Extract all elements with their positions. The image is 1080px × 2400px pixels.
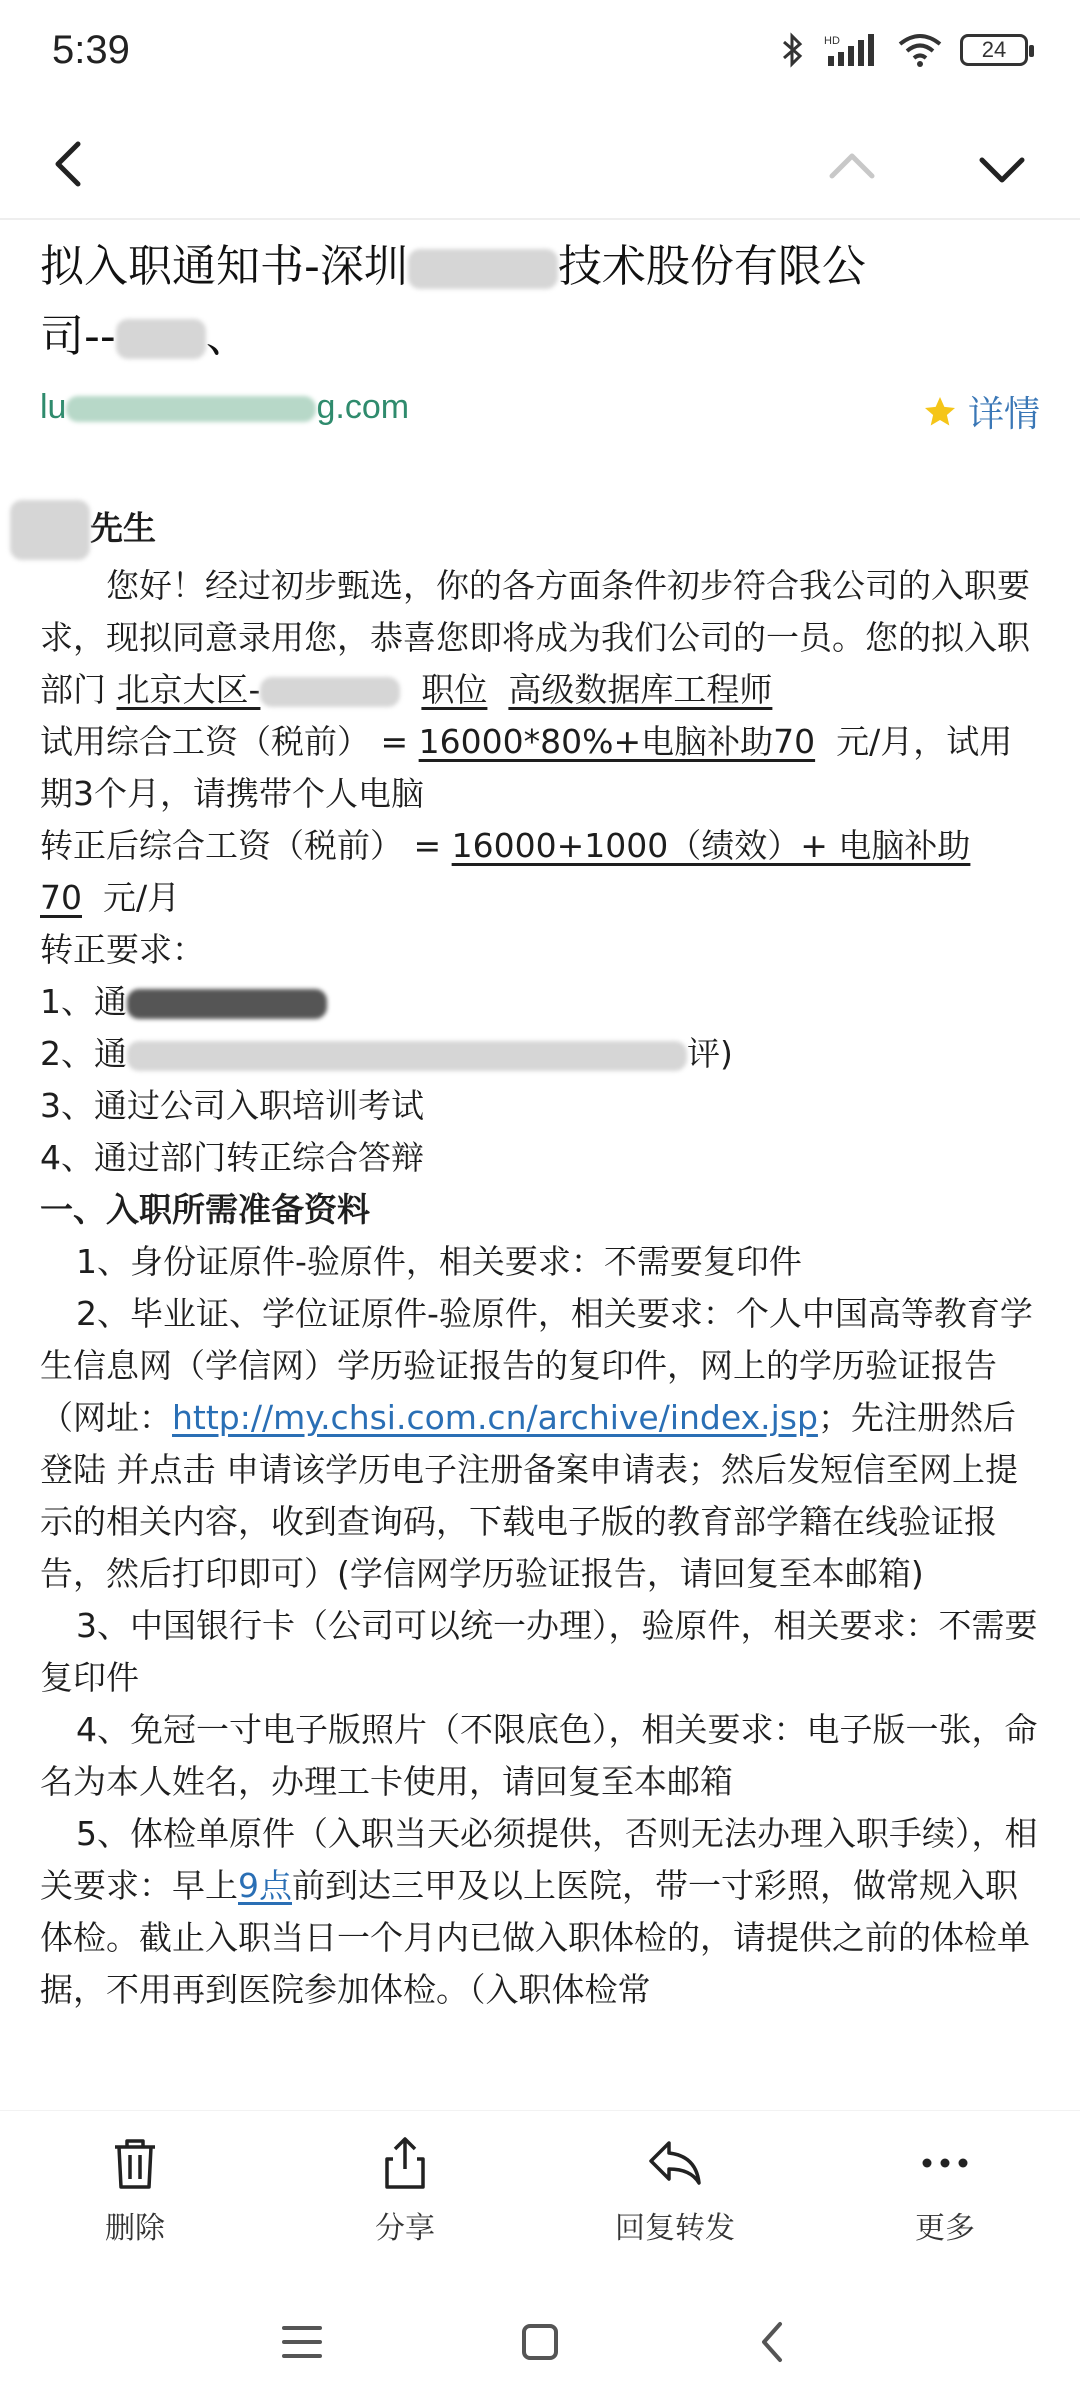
chsi-link[interactable]: http://my.chsi.com.cn/archive/index.jsp [172, 1398, 818, 1437]
regular-salary-unit: 元/月 [102, 878, 181, 917]
requirement-item: 4、通过部门转正综合答辩 [40, 1138, 424, 1177]
subject-text: 司-- [40, 311, 116, 362]
material-item: 4、免冠一寸电子版照片（不限底色），相关要求：电子版一张，命名为本人姓名，办理工卡使用，请回复至本邮箱 [40, 1710, 1038, 1801]
details-label: 详情 [967, 394, 1040, 435]
material-text: ；先注册然后登陆 并点击 申请该学历电子注册备案申请表；然后发短信至网上提示的相关内容，收到查询码，下载电子版的教育部学籍在线验证报告，然后打印即可）(学信网学历验证报告，请回复至本邮箱) [40, 1398, 1018, 1593]
requirement-item: 3、通过公司入职培训考试 [40, 1086, 424, 1125]
requirement-text: 评) [687, 1034, 733, 1073]
mail-action-toolbar [0, 2110, 1080, 2260]
material-text: 5、体检单原件（入职当天必须提供，否则无法办理入职手续），相关要求：早上 [40, 1814, 1038, 1905]
share-button[interactable] [315, 2111, 495, 2260]
material-text: 前到达三甲及以上医院，带一寸彩照，做常规入职体检。截止入职当日一个月内已做入职体检的，请提供之前的体检单据，不用再到医院参加体检。（入职体检常 [40, 1866, 1030, 2009]
mail-nav-bar [0, 110, 1080, 220]
material-item: 3、中国银行卡（公司可以统一办理），验原件，相关要求：不需要复印件 [40, 1606, 1038, 1697]
chevron-left-icon[interactable] [38, 132, 102, 196]
trash-icon [109, 2135, 161, 2191]
svg-text:HD: HD [824, 35, 840, 47]
probation-salary-line [40, 716, 1040, 820]
position-value: 高级数据库工程师 [508, 670, 773, 709]
probation-salary-label: 试用综合工资（税前） = [40, 722, 409, 761]
redacted-block [10, 500, 90, 560]
menu-icon[interactable] [270, 2310, 334, 2374]
share-icon [379, 2135, 431, 2191]
wifi-icon [898, 32, 942, 68]
requirements-title: 转正要求： [40, 930, 205, 969]
mail-body [40, 500, 1040, 2016]
greeting-text: 先生 [90, 508, 156, 548]
reply-icon [645, 2135, 705, 2191]
probation-salary-unit: 元/月，试用期3个月，请携带个人电脑 [40, 722, 1013, 813]
status-icons [780, 32, 1028, 68]
back-icon[interactable] [742, 2310, 806, 2374]
redacted-block [116, 319, 206, 359]
requirement-item [40, 1028, 1040, 1080]
requirement-item [40, 976, 1040, 1028]
requirement-text: 2、通 [40, 1034, 127, 1073]
home-icon[interactable] [508, 2310, 572, 2374]
reply-forward-button[interactable] [585, 2111, 765, 2260]
delete-label: 删除 [105, 2211, 165, 2246]
intro-text: 您好！经过初步甄选，你的各方面条件初步符合我公司的入职要求，现拟同意录用您，恭喜您即将成为我们公司的一员。您的拟入职部门 [40, 566, 1030, 709]
redacted-block [127, 989, 327, 1019]
details-button[interactable] [922, 386, 1040, 437]
material-item [40, 1808, 1040, 2016]
regular-salary-line [40, 820, 1040, 924]
status-bar [0, 0, 1080, 110]
sender-prefix: lu [40, 388, 67, 426]
position-label: 职位 [421, 670, 488, 709]
material-item: 1、身份证原件-验原件，相关要求：不需要复印件 [76, 1242, 802, 1281]
subject-text: 拟入职通知书-深圳 [40, 241, 408, 292]
requirement-text: 1、通 [40, 982, 127, 1021]
redacted-block [260, 677, 400, 707]
redacted-block [408, 249, 558, 289]
share-label: 分享 [375, 2211, 435, 2246]
material-text: 2、毕业证、学位证原件-验原件，相关要求：个人中国高等教育学生信息网（学信网）学历验证报告的复印件，网上的学历验证报告（网址： [40, 1294, 1033, 1437]
chevron-up-icon[interactable] [820, 136, 884, 200]
more-button[interactable] [855, 2111, 1035, 2260]
more-label: 更多 [915, 2211, 975, 2246]
time-link[interactable]: 9点 [238, 1866, 292, 1905]
system-nav-bar [0, 2290, 1080, 2400]
regular-salary-label: 转正后综合工资（税前） = [40, 826, 442, 865]
sender-suffix: g.com [316, 388, 410, 426]
probation-salary-value: 16000*80%+电脑补助70 [418, 722, 816, 761]
delete-button[interactable] [45, 2111, 225, 2260]
dept-value: 北京大区- [116, 670, 261, 709]
bluetooth-icon [780, 32, 806, 68]
redacted-block [66, 396, 316, 422]
sender-address[interactable] [40, 388, 409, 427]
intro-paragraph [40, 560, 1040, 716]
mail-subject [40, 232, 1040, 372]
sender-row [40, 382, 1040, 442]
subject-text: 、 [205, 311, 250, 362]
more-dots-icon [917, 2135, 973, 2191]
signal-icon [824, 32, 880, 68]
regular-salary-value: 16000+1000（绩效）+ 电脑补助70 [40, 826, 971, 917]
battery-icon: 24 [960, 34, 1028, 66]
chevron-down-icon[interactable] [970, 136, 1034, 200]
subject-text: 技术股份有限公 [557, 241, 866, 292]
material-item [40, 1288, 1040, 1600]
section-heading: 一、入职所需准备资料 [40, 1190, 370, 1229]
greeting-line [40, 500, 1040, 560]
star-icon[interactable] [922, 394, 958, 430]
redacted-block [127, 1041, 687, 1071]
reply-label: 回复转发 [615, 2211, 735, 2246]
status-time: 5:39 [52, 28, 130, 72]
